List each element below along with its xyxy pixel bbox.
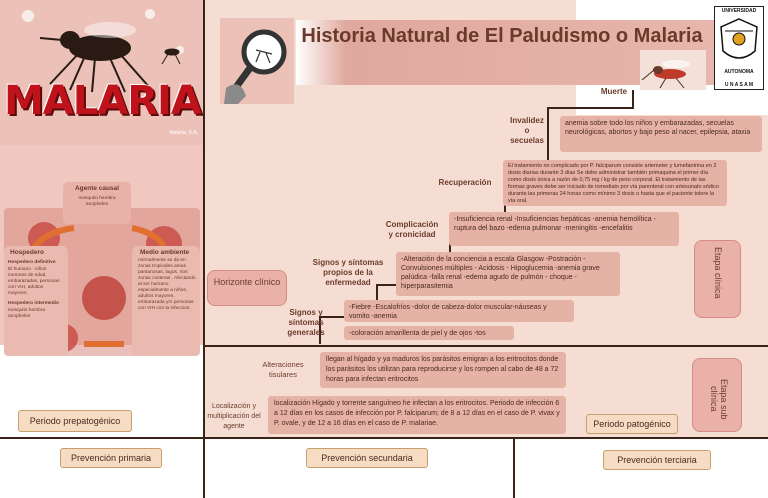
banner-caption: Malaria, S.A. [169, 130, 198, 136]
agente-causal-box [63, 182, 131, 224]
etapa-clinica [694, 240, 741, 318]
page-title: Historia Natural de El Paludismo o Malaria [301, 25, 703, 47]
divider-prevention [0, 437, 768, 439]
complicacion-box: -Insuficiencia renal -Insuficiencias hepáticas -anemia hemolítica -ruptura del bazo -edema pulmonar -meningitis -encefalitis [449, 212, 679, 246]
localizacion-box: localización Hígado y torrente sanguíneo he infectan a los eritrocitos. Periodo de infección 6 a 12 días en los casos de infección por P. falciparum; de 8 a 12 días en el caso de P. vivax y P. ovale, y de 12 a 16 días en el caso de P. malariae. [268, 396, 566, 434]
signos-propios-box: -Alteración de la conciencia a escala Glasgow -Postración -Convulsiones múltiples - Acidosis - Hipoglucemia -anemia grave palúdica -falla renal -edema agudo de pulmón - choque - hiperparasitemia [396, 252, 620, 296]
prevencion-primaria: Prevención primaria [60, 448, 162, 468]
signos-generales-box-2: -coloración amarillenta de piel y de ojos -tos [344, 326, 514, 340]
prevencion-secundaria: Prevención secundaria [306, 448, 428, 468]
stair-signos-propios: Signos y síntomas propios de la enfermedad [312, 258, 384, 287]
medio-ambiente-box [132, 246, 200, 356]
medio-text: normalmente se da en zonas tropicales areas pantanosas, lagos, ríos zonas costeras . Afectando al ser humano especialmente a niños, adultos mayores, embarazada y/o personas con VIH con la infeccion. [138, 258, 196, 311]
logo-top-text: UNIVERSIDAD [721, 8, 757, 14]
etapa-subclinica-label: Etapa sub clínica [709, 378, 729, 420]
malaria-banner [0, 0, 204, 145]
hospedero-box [4, 246, 68, 356]
etapa-clinica-label: Etapa clínica [713, 247, 723, 299]
logo-bottom-text: U N A S A M [724, 82, 754, 88]
shield-icon [719, 17, 759, 67]
periodo-patogenico: Periodo patogénico [586, 414, 678, 434]
alteraciones-box: llegan al hígado y ya maduros los parásitos emigran a los eritrocitos donde los parásitos los utilizan para reproducirse y los rompen al cabo de 48 a 72 horas para infectan eritrocitos [320, 352, 566, 388]
stair-muerte: Muerte [600, 87, 628, 96]
hospedero-definitivo-title: Hospedero definitivo [8, 260, 56, 265]
divider-vertical-bottom [513, 438, 515, 498]
agente-text: mosquito hembra anopheles [78, 196, 116, 207]
recuperacion-box: El tratamiento no complicado por P. falciparum consiste artemeter y lumefantrina en 2 dosis diarias durante 3 días Se debe administrar también primaquina el primer día como dosis única a razón de 0,75 mg / kg de peso corporal. El tratamiento de las formas graves debe ser iniciado de inmediato por vía parenteral con artesunato sódico durante las primeras 24 horas como mínimo 3 dosis o hasta que el paciente tolere la vía oral. [503, 160, 727, 206]
university-logo [714, 6, 764, 90]
signos-generales-box-1: -Fiebre -Escalofríos -dolor de cabeza-dolor muscular-náuseas y vomito -anemia [344, 300, 574, 322]
stair-complicacion: Complicación y cronicidad [385, 220, 439, 239]
hospedero-title: Hospedero [10, 249, 44, 256]
agente-title: Agente causal [74, 185, 120, 192]
divider-horizonte [203, 345, 768, 347]
stair-invalidez: Invalidez o secuelas [510, 116, 544, 145]
hospedero-intermedio-title: Hospedero intermedio [8, 301, 59, 306]
hospedero-definitivo-text: El humano : niños menores de edad, embarazadas, personas con VIH, adultos mayores. [8, 267, 60, 296]
medio-title: Medio ambiente [140, 249, 190, 256]
stair-signos-generales: Signos y síntomas generales [287, 308, 325, 337]
horizonte-clinico: Horizonte clínico [207, 270, 287, 306]
stair-recuperacion: Recuperación [438, 178, 492, 187]
alteraciones-label: Alteraciones tisulares [262, 360, 304, 379]
logo-middle-text: AUTONOMA [724, 69, 754, 75]
malaria-wordmark: MALARIA [4, 78, 201, 124]
etapa-subclinica [692, 358, 742, 432]
periodo-prepatogenico: Periodo prepatogénico [18, 410, 132, 432]
invalidez-box: anemia sobre todo los niños y embarazadas, secuelas neurológicas, abortos y bajo peso al nacer, epilepsia, ataxia [560, 116, 762, 152]
hospedero-intermedio-text: mosquito hembra anopheles [8, 308, 46, 319]
prevencion-terciaria: Prevención terciaria [603, 450, 711, 470]
localizacion-label: Localización y multiplicación del agente [207, 403, 261, 430]
divider-vertical-left [203, 0, 205, 498]
